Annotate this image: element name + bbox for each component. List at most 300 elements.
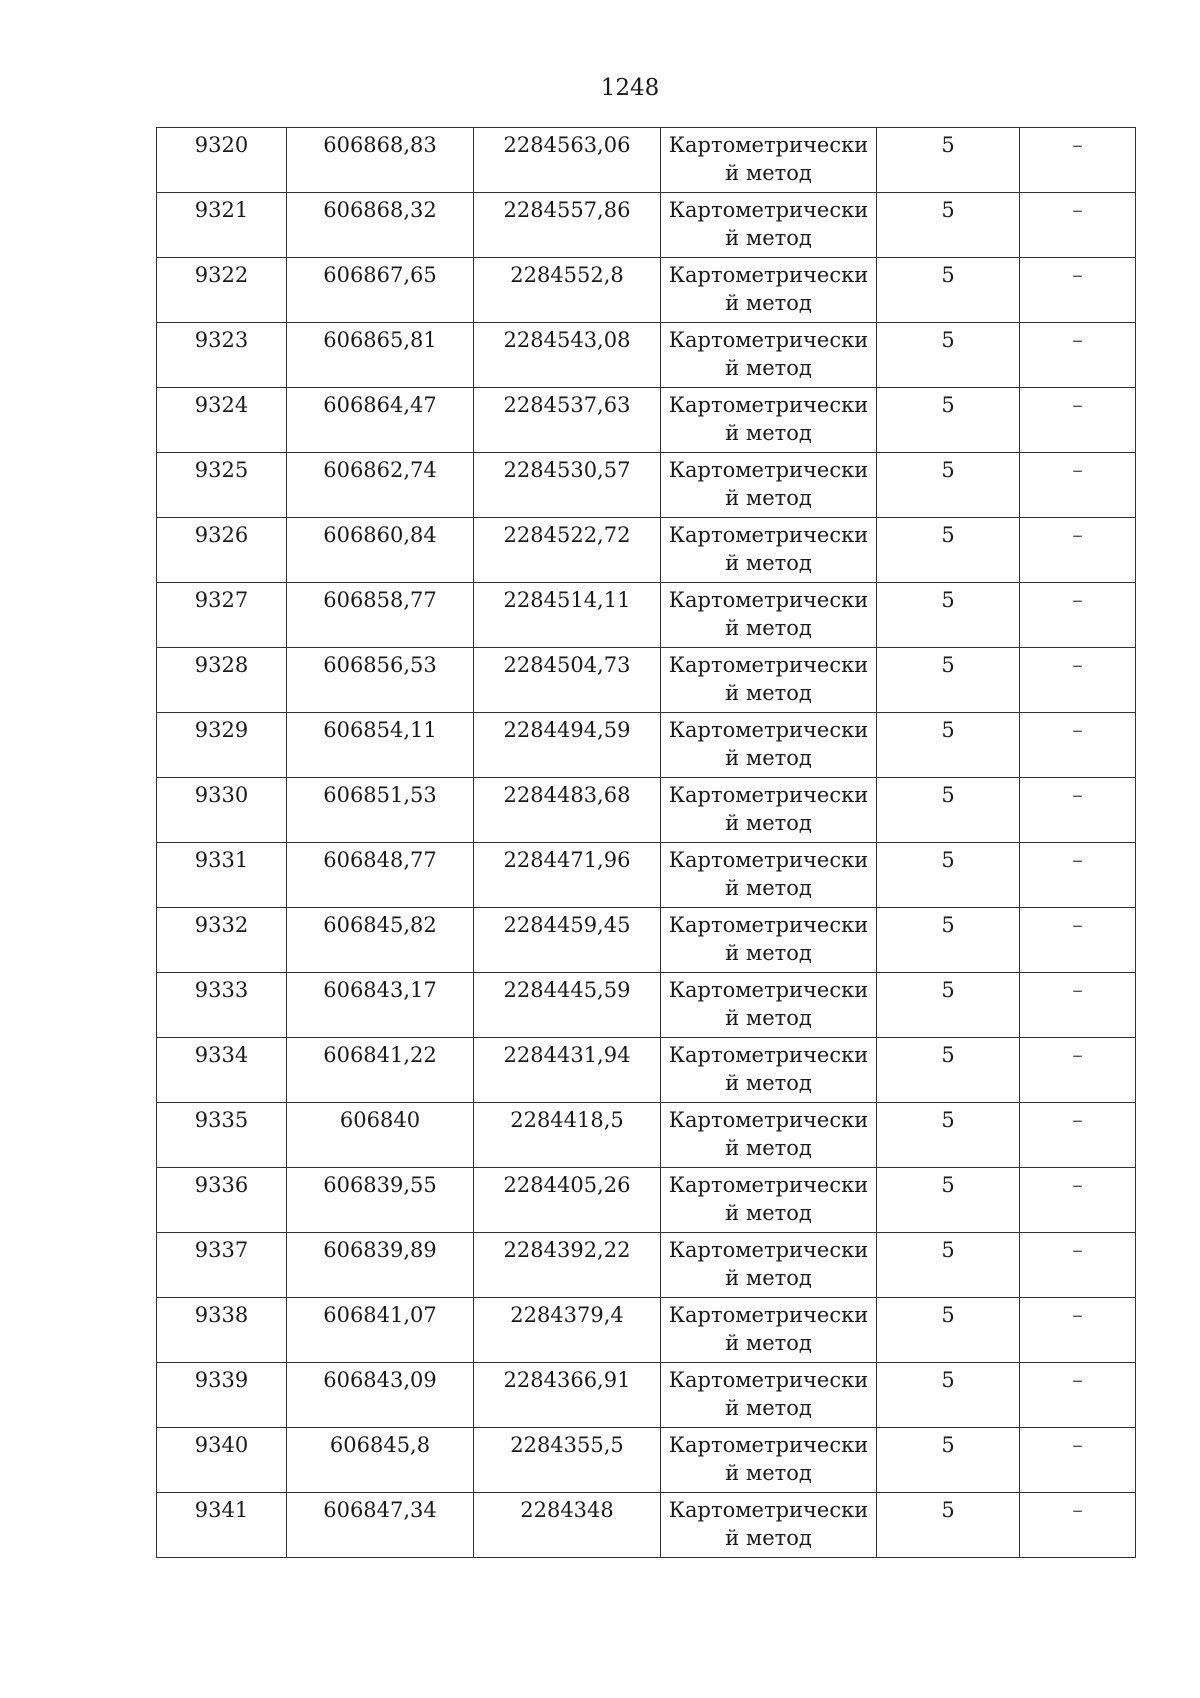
point-number-text: 9337: [194, 1238, 249, 1262]
y-coordinate-text: 2284537,63: [503, 393, 631, 417]
accuracy-cell: [877, 518, 1020, 583]
accuracy-text: 5: [941, 263, 955, 287]
x-coordinate-text: 606860,84: [323, 523, 437, 547]
y-coordinate-text: 2284504,73: [503, 653, 631, 677]
accuracy-text: 5: [941, 1303, 955, 1327]
note-text: –: [1072, 523, 1083, 547]
note-cell: [1020, 1428, 1136, 1493]
point-number-text: 9329: [194, 718, 249, 742]
method-line-1: Картометрически: [668, 588, 869, 612]
table-row: [157, 843, 1136, 908]
accuracy-text: 5: [941, 653, 955, 677]
accuracy-cell: [877, 1298, 1020, 1363]
method-line-2: й метод: [725, 746, 812, 770]
table-row: [157, 388, 1136, 453]
x-coordinate-text: 606868,83: [323, 133, 437, 157]
point-number-text: 9321: [194, 198, 249, 222]
method-cell: [661, 1363, 877, 1428]
accuracy-text: 5: [941, 978, 955, 1002]
method-text: [661, 1168, 876, 1227]
x-coordinate-cell: [287, 778, 474, 843]
method-line-1: Картометрически: [668, 718, 869, 742]
x-coordinate-cell: [287, 713, 474, 778]
method-line-2: й метод: [725, 616, 812, 640]
x-coordinate-cell: [287, 1363, 474, 1428]
method-line-1: Картометрически: [668, 848, 869, 872]
accuracy-text: 5: [941, 1368, 955, 1392]
note-text: –: [1072, 718, 1083, 742]
y-coordinate-text: 2284471,96: [503, 848, 631, 872]
note-cell: [1020, 713, 1136, 778]
method-line-2: й метод: [725, 1136, 812, 1160]
point-number-cell: [157, 258, 287, 323]
table-row: [157, 1428, 1136, 1493]
accuracy-cell: [877, 323, 1020, 388]
method-line-1: Картометрически: [668, 393, 869, 417]
point-number-text: 9320: [194, 133, 249, 157]
method-cell: [661, 128, 877, 193]
method-cell: [661, 1298, 877, 1363]
method-line-1: Картометрически: [668, 263, 869, 287]
method-cell: [661, 1038, 877, 1103]
point-number-cell: [157, 778, 287, 843]
x-coordinate-cell: [287, 648, 474, 713]
method-line-1: Картометрически: [668, 458, 869, 482]
accuracy-cell: [877, 193, 1020, 258]
table-row: [157, 583, 1136, 648]
y-coordinate-text: 2284494,59: [503, 718, 631, 742]
method-text: [661, 973, 876, 1032]
note-cell: [1020, 388, 1136, 453]
note-text: –: [1072, 848, 1083, 872]
method-cell: [661, 973, 877, 1038]
method-line-1: Картометрически: [668, 913, 869, 937]
point-number-cell: [157, 1038, 287, 1103]
y-coordinate-text: 2284366,91: [503, 1368, 631, 1392]
point-number-text: 9338: [194, 1303, 249, 1327]
note-cell: [1020, 843, 1136, 908]
point-number-cell: [157, 453, 287, 518]
y-coordinate-text: 2284355,5: [510, 1433, 624, 1457]
point-number-cell: [157, 843, 287, 908]
method-text: [661, 323, 876, 382]
note-text: –: [1072, 393, 1083, 417]
method-line-2: й метод: [725, 1331, 812, 1355]
note-cell: [1020, 1103, 1136, 1168]
x-coordinate-cell: [287, 193, 474, 258]
method-line-1: Картометрически: [668, 783, 869, 807]
y-coordinate-cell: [474, 323, 661, 388]
method-cell: [661, 453, 877, 518]
method-line-2: й метод: [725, 876, 812, 900]
method-text: [661, 908, 876, 967]
method-cell: [661, 778, 877, 843]
method-line-1: Картометрически: [668, 1108, 869, 1132]
method-line-2: й метод: [725, 681, 812, 705]
method-line-2: й метод: [725, 486, 812, 510]
x-coordinate-cell: [287, 908, 474, 973]
note-text: –: [1072, 263, 1083, 287]
method-line-2: й метод: [725, 226, 812, 250]
accuracy-text: 5: [941, 328, 955, 352]
y-coordinate-cell: [474, 258, 661, 323]
point-number-text: 9339: [194, 1368, 249, 1392]
method-line-2: й метод: [725, 421, 812, 445]
method-line-1: Картометрически: [668, 1368, 869, 1392]
y-coordinate-text: 2284418,5: [510, 1108, 624, 1132]
method-line-1: Картометрически: [668, 653, 869, 677]
note-text: –: [1072, 913, 1083, 937]
point-number-text: 9324: [194, 393, 249, 417]
method-text: [661, 128, 876, 187]
y-coordinate-cell: [474, 1493, 661, 1558]
method-line-2: й метод: [725, 811, 812, 835]
y-coordinate-text: 2284530,57: [503, 458, 631, 482]
x-coordinate-text: 606841,22: [323, 1043, 437, 1067]
note-cell: [1020, 1168, 1136, 1233]
x-coordinate-text: 606845,82: [323, 913, 437, 937]
point-number-cell: [157, 1428, 287, 1493]
table-row: [157, 1103, 1136, 1168]
point-number-text: 9341: [194, 1498, 249, 1522]
accuracy-text: 5: [941, 1433, 955, 1457]
y-coordinate-cell: [474, 713, 661, 778]
note-text: –: [1072, 783, 1083, 807]
table-row: [157, 648, 1136, 713]
x-coordinate-cell: [287, 843, 474, 908]
point-number-text: 9328: [194, 653, 249, 677]
method-text: [661, 1233, 876, 1292]
accuracy-text: 5: [941, 523, 955, 547]
method-line-1: Картометрически: [668, 978, 869, 1002]
note-cell: [1020, 648, 1136, 713]
method-text: [661, 778, 876, 837]
method-line-2: й метод: [725, 356, 812, 380]
point-number-text: 9331: [194, 848, 249, 872]
x-coordinate-text: 606865,81: [323, 328, 437, 352]
method-cell: [661, 713, 877, 778]
accuracy-cell: [877, 1363, 1020, 1428]
note-cell: [1020, 323, 1136, 388]
method-text: [661, 713, 876, 772]
x-coordinate-text: 606848,77: [323, 848, 437, 872]
note-cell: [1020, 778, 1136, 843]
y-coordinate-cell: [474, 453, 661, 518]
y-coordinate-cell: [474, 908, 661, 973]
note-cell: [1020, 453, 1136, 518]
accuracy-cell: [877, 713, 1020, 778]
note-text: –: [1072, 328, 1083, 352]
accuracy-text: 5: [941, 783, 955, 807]
table-row: [157, 1168, 1136, 1233]
page-number: 1248: [600, 75, 660, 101]
accuracy-cell: [877, 778, 1020, 843]
note-text: –: [1072, 133, 1083, 157]
table-row: [157, 778, 1136, 843]
coordinates-table-body: [157, 128, 1136, 1558]
accuracy-cell: [877, 1103, 1020, 1168]
method-line-2: й метод: [725, 551, 812, 575]
method-line-2: й метод: [725, 1461, 812, 1485]
method-text: [661, 1493, 876, 1552]
point-number-cell: [157, 1298, 287, 1363]
table-row: [157, 973, 1136, 1038]
method-text: [661, 1363, 876, 1422]
accuracy-cell: [877, 1493, 1020, 1558]
method-cell: [661, 1103, 877, 1168]
point-number-cell: [157, 1493, 287, 1558]
accuracy-text: 5: [941, 393, 955, 417]
accuracy-text: 5: [941, 133, 955, 157]
y-coordinate-cell: [474, 128, 661, 193]
note-cell: [1020, 583, 1136, 648]
point-number-cell: [157, 323, 287, 388]
table-row: [157, 128, 1136, 193]
x-coordinate-cell: [287, 1233, 474, 1298]
accuracy-cell: [877, 648, 1020, 713]
table-row: [157, 1493, 1136, 1558]
note-text: –: [1072, 1043, 1083, 1067]
note-text: –: [1072, 653, 1083, 677]
method-cell: [661, 843, 877, 908]
x-coordinate-text: 606858,77: [323, 588, 437, 612]
y-coordinate-text: 2284348: [520, 1498, 614, 1522]
y-coordinate-text: 2284379,4: [510, 1303, 624, 1327]
accuracy-cell: [877, 908, 1020, 973]
x-coordinate-text: 606841,07: [323, 1303, 437, 1327]
x-coordinate-cell: [287, 1038, 474, 1103]
point-number-text: 9334: [194, 1043, 249, 1067]
method-line-1: Картометрически: [668, 1498, 869, 1522]
x-coordinate-text: 606851,53: [323, 783, 437, 807]
y-coordinate-cell: [474, 1363, 661, 1428]
accuracy-text: 5: [941, 718, 955, 742]
y-coordinate-text: 2284522,72: [503, 523, 631, 547]
method-line-2: й метод: [725, 1526, 812, 1550]
table-row: [157, 713, 1136, 778]
x-coordinate-cell: [287, 258, 474, 323]
method-line-2: й метод: [725, 161, 812, 185]
point-number-cell: [157, 1363, 287, 1428]
method-cell: [661, 908, 877, 973]
accuracy-cell: [877, 1168, 1020, 1233]
note-text: –: [1072, 1433, 1083, 1457]
method-text: [661, 583, 876, 642]
point-number-text: 9330: [194, 783, 249, 807]
x-coordinate-text: 606839,55: [323, 1173, 437, 1197]
method-line-1: Картометрически: [668, 1433, 869, 1457]
accuracy-cell: [877, 258, 1020, 323]
y-coordinate-text: 2284405,26: [503, 1173, 631, 1197]
y-coordinate-cell: [474, 1298, 661, 1363]
point-number-cell: [157, 1103, 287, 1168]
point-number-cell: [157, 648, 287, 713]
x-coordinate-cell: [287, 323, 474, 388]
note-text: –: [1072, 1108, 1083, 1132]
x-coordinate-cell: [287, 1428, 474, 1493]
method-line-1: Картометрически: [668, 1173, 869, 1197]
x-coordinate-text: 606843,17: [323, 978, 437, 1002]
point-number-text: 9335: [194, 1108, 249, 1132]
accuracy-text: 5: [941, 1043, 955, 1067]
note-text: –: [1072, 1303, 1083, 1327]
x-coordinate-cell: [287, 388, 474, 453]
y-coordinate-cell: [474, 778, 661, 843]
note-cell: [1020, 1233, 1136, 1298]
point-number-cell: [157, 713, 287, 778]
table-row: [157, 453, 1136, 518]
method-text: [661, 193, 876, 252]
method-cell: [661, 1168, 877, 1233]
table-row: [157, 1298, 1136, 1363]
method-cell: [661, 1493, 877, 1558]
x-coordinate-cell: [287, 518, 474, 583]
accuracy-text: 5: [941, 458, 955, 482]
x-coordinate-cell: [287, 1103, 474, 1168]
point-number-cell: [157, 1233, 287, 1298]
method-cell: [661, 258, 877, 323]
y-coordinate-text: 2284431,94: [503, 1043, 631, 1067]
table-row: [157, 1363, 1136, 1428]
point-number-cell: [157, 193, 287, 258]
method-cell: [661, 1233, 877, 1298]
x-coordinate-cell: [287, 583, 474, 648]
method-line-1: Картометрически: [668, 523, 869, 547]
x-coordinate-text: 606862,74: [323, 458, 437, 482]
point-number-text: 9325: [194, 458, 249, 482]
method-line-2: й метод: [725, 941, 812, 965]
table-row: [157, 908, 1136, 973]
y-coordinate-text: 2284563,06: [503, 133, 631, 157]
table-row: [157, 258, 1136, 323]
method-line-1: Картометрически: [668, 133, 869, 157]
note-text: –: [1072, 588, 1083, 612]
note-text: –: [1072, 458, 1083, 482]
y-coordinate-text: 2284514,11: [503, 588, 631, 612]
accuracy-cell: [877, 388, 1020, 453]
point-number-text: 9322: [194, 263, 249, 287]
point-number-cell: [157, 583, 287, 648]
point-number-text: 9340: [194, 1433, 249, 1457]
point-number-cell: [157, 518, 287, 583]
method-cell: [661, 648, 877, 713]
coordinates-table: [156, 127, 1136, 1558]
y-coordinate-cell: [474, 1233, 661, 1298]
y-coordinate-cell: [474, 1428, 661, 1493]
method-cell: [661, 518, 877, 583]
note-cell: [1020, 258, 1136, 323]
method-line-2: й метод: [725, 291, 812, 315]
x-coordinate-text: 606867,65: [323, 263, 437, 287]
y-coordinate-cell: [474, 648, 661, 713]
point-number-text: 9323: [194, 328, 249, 352]
x-coordinate-cell: [287, 1493, 474, 1558]
point-number-cell: [157, 973, 287, 1038]
y-coordinate-cell: [474, 193, 661, 258]
method-text: [661, 453, 876, 512]
y-coordinate-cell: [474, 583, 661, 648]
x-coordinate-text: 606845,8: [329, 1433, 431, 1457]
method-cell: [661, 388, 877, 453]
note-text: –: [1072, 1498, 1083, 1522]
method-cell: [661, 583, 877, 648]
x-coordinate-cell: [287, 128, 474, 193]
note-cell: [1020, 973, 1136, 1038]
note-text: –: [1072, 1173, 1083, 1197]
y-coordinate-cell: [474, 973, 661, 1038]
point-number-cell: [157, 1168, 287, 1233]
note-text: –: [1072, 1238, 1083, 1262]
x-coordinate-text: 606868,32: [323, 198, 437, 222]
x-coordinate-text: 606839,89: [323, 1238, 437, 1262]
accuracy-text: 5: [941, 1173, 955, 1197]
y-coordinate-text: 2284557,86: [503, 198, 631, 222]
accuracy-text: 5: [941, 1238, 955, 1262]
note-text: –: [1072, 198, 1083, 222]
x-coordinate-text: 606864,47: [323, 393, 437, 417]
accuracy-cell: [877, 843, 1020, 908]
method-line-2: й метод: [725, 1266, 812, 1290]
accuracy-text: 5: [941, 913, 955, 937]
y-coordinate-text: 2284483,68: [503, 783, 631, 807]
method-line-1: Картометрически: [668, 1238, 869, 1262]
accuracy-text: 5: [941, 848, 955, 872]
note-cell: [1020, 128, 1136, 193]
x-coordinate-cell: [287, 453, 474, 518]
method-cell: [661, 1428, 877, 1493]
accuracy-cell: [877, 973, 1020, 1038]
note-text: –: [1072, 1368, 1083, 1392]
y-coordinate-text: 2284392,22: [503, 1238, 631, 1262]
method-text: [661, 388, 876, 447]
note-text: –: [1072, 978, 1083, 1002]
point-number-text: 9333: [194, 978, 249, 1002]
note-cell: [1020, 1493, 1136, 1558]
table-row: [157, 1233, 1136, 1298]
x-coordinate-text: 606847,34: [323, 1498, 437, 1522]
x-coordinate-text: 606854,11: [323, 718, 437, 742]
x-coordinate-cell: [287, 973, 474, 1038]
accuracy-text: 5: [941, 1108, 955, 1132]
note-cell: [1020, 1298, 1136, 1363]
y-coordinate-text: 2284543,08: [503, 328, 631, 352]
point-number-text: 9327: [194, 588, 249, 612]
y-coordinate-cell: [474, 388, 661, 453]
method-text: [661, 843, 876, 902]
table-row: [157, 1038, 1136, 1103]
accuracy-cell: [877, 128, 1020, 193]
method-line-1: Картометрически: [668, 328, 869, 352]
note-cell: [1020, 1038, 1136, 1103]
y-coordinate-cell: [474, 843, 661, 908]
method-text: [661, 258, 876, 317]
method-text: [661, 518, 876, 577]
method-line-1: Картометрически: [668, 198, 869, 222]
method-text: [661, 1038, 876, 1097]
x-coordinate-text: 606840: [339, 1108, 421, 1132]
method-line-2: й метод: [725, 1396, 812, 1420]
table-row: [157, 193, 1136, 258]
method-text: [661, 648, 876, 707]
note-cell: [1020, 908, 1136, 973]
accuracy-text: 5: [941, 1498, 955, 1522]
x-coordinate-cell: [287, 1168, 474, 1233]
x-coordinate-text: 606856,53: [323, 653, 437, 677]
accuracy-cell: [877, 1428, 1020, 1493]
y-coordinate-text: 2284459,45: [503, 913, 631, 937]
accuracy-text: 5: [941, 588, 955, 612]
y-coordinate-cell: [474, 1038, 661, 1103]
